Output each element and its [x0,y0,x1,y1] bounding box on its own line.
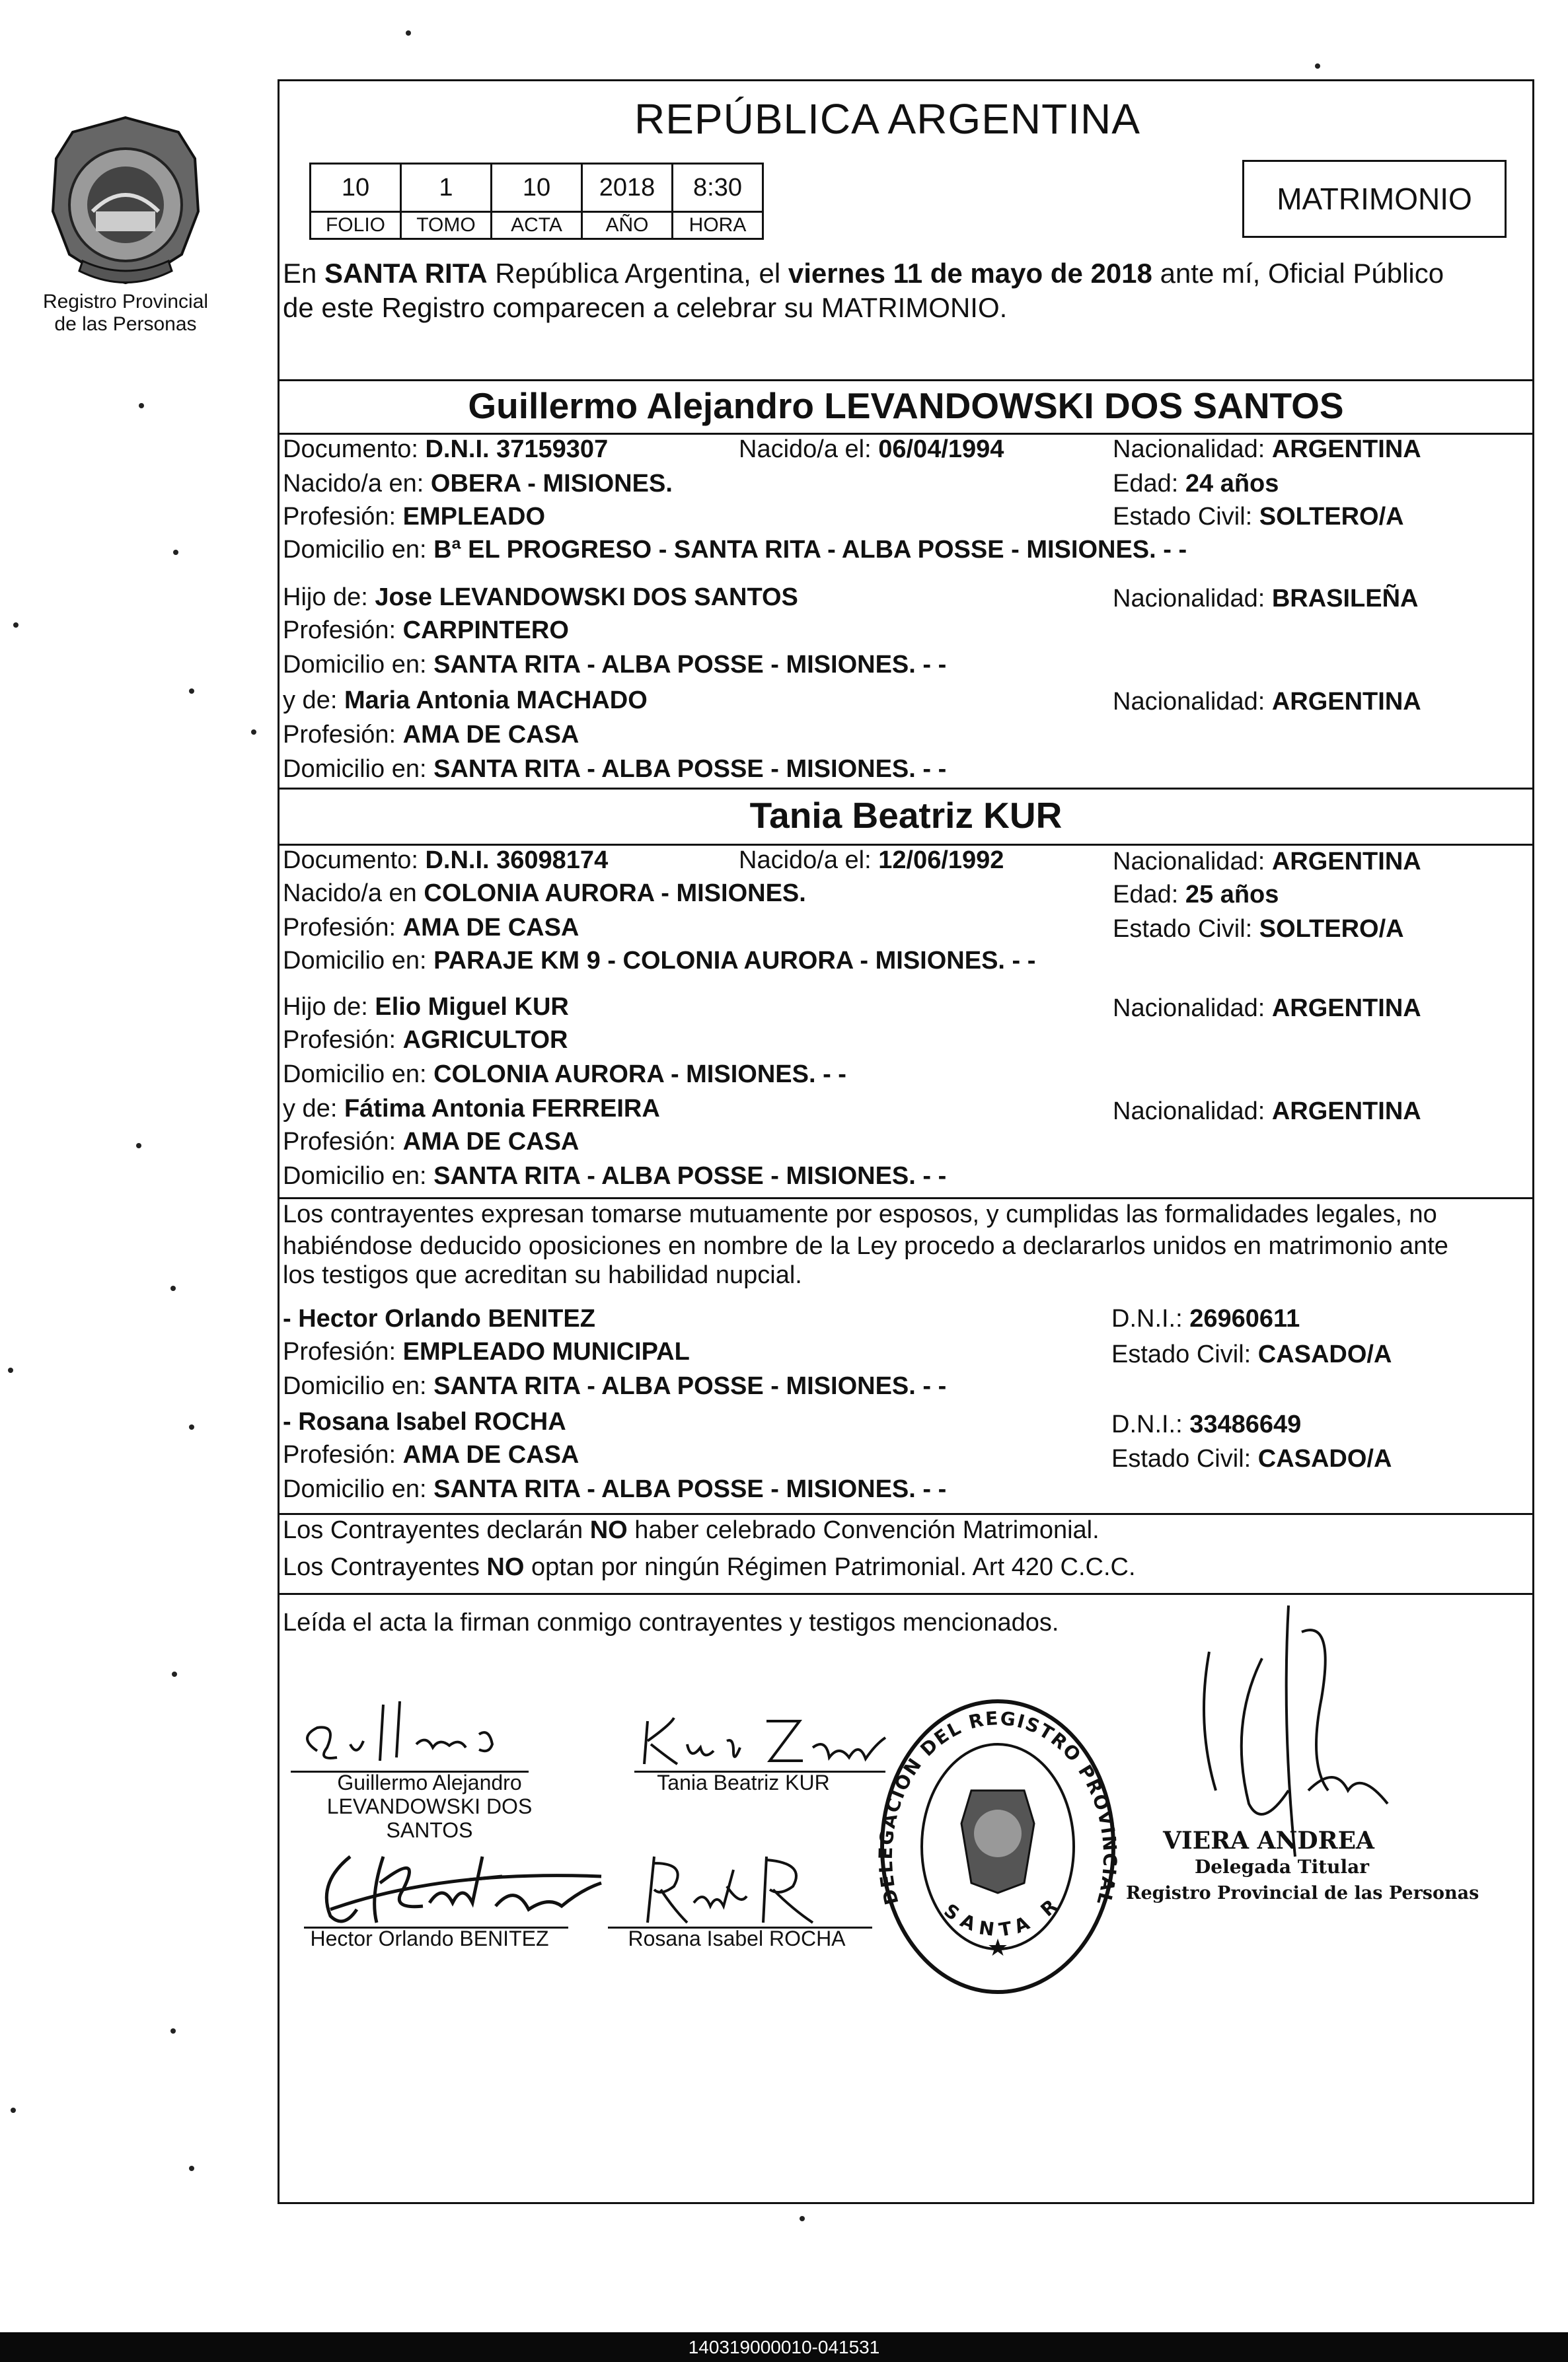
groom-born-in [283,468,673,499]
bride-mother-dom-value: SANTA RITA - ALBA POSSE - MISIONES. - - [433,1162,947,1190]
groom-born-on [739,433,1004,465]
label: Nacionalidad: [1113,688,1272,716]
bride-profession [283,912,579,943]
label: Profesión: [283,616,403,644]
witness1-civil-status [1111,1339,1392,1370]
groom-mother-prof-value: AMA DE CASA [402,721,579,749]
emphasis: NO [589,1516,628,1544]
bride-nationality [1113,846,1421,877]
bride-mother-prof-value: AMA DE CASA [402,1128,579,1156]
label: Domicilio en: [283,947,434,975]
emphasis: NO [486,1553,525,1581]
bride-father-nat-value: ARGENTINA [1271,994,1421,1022]
groom-father-dom-value: SANTA RITA - ALBA POSSE - MISIONES. - - [433,651,947,679]
witness2-dom-value: SANTA RITA - ALBA POSSE - MISIONES. - - [433,1475,947,1503]
bride-age-value: 25 años [1185,881,1279,908]
scan-mark [406,30,411,36]
label: Domicilio en: [283,1060,434,1088]
label: Estado Civil: [1111,1341,1258,1368]
bride-age [1113,879,1279,910]
label: y de: [283,686,344,714]
label: Profesión: [283,1338,403,1366]
handwritten-signature-witness2 [634,1850,833,1929]
label: Nacionalidad: [1113,435,1272,463]
label: Nacido/a en: [283,470,431,498]
witness2-domicile [283,1473,946,1505]
scan-mark [172,1672,177,1677]
witness1-dni-value: 26960611 [1189,1305,1300,1333]
declaration-line2: habiéndose deducido oposiciones en nombre de la Ley procedo a declararlos unidos en matrimonio ante [283,1232,1448,1260]
signature-witness2-label: Rosana Isabel ROCHA [628,1927,846,1950]
officer-registry: Registro Provincial de las Personas [1126,1883,1479,1903]
stamp-inner-text: SANTA R [940,1890,1067,1942]
signature-groom-label3: SANTOS [386,1818,473,1842]
signature-bride-label: Tania Beatriz KUR [657,1771,830,1794]
label: Documento: [283,846,426,874]
footer-code: 140319000010-041531 [688,2337,880,2357]
text: Los Contrayentes declarán [283,1516,590,1544]
scan-mark [139,403,144,408]
bride-full-name: Tania Beatriz KUR [749,795,1063,836]
acta-label: ACTA [492,212,582,239]
signature-witness1-label: Hector Orlando BENITEZ [310,1927,549,1950]
hora-value: 8:30 [673,164,763,212]
bride-prof-value: AMA DE CASA [402,914,579,941]
delegation-stamp [872,1691,1123,2002]
intro-place: SANTA RITA [324,258,488,289]
groom-age-value: 24 años [1185,470,1279,498]
witness2-profession [283,1439,579,1471]
anio-value: 2018 [582,164,673,212]
groom-father-prof-value: CARPINTERO [402,616,569,644]
bride-dni: D.N.I. 36098174 [425,846,609,874]
bride-father-domicile [283,1058,846,1090]
bride-born-on [739,844,1004,876]
scan-mark [189,2166,194,2171]
label: Domicilio en: [283,1162,434,1190]
label: Domicilio en: [283,1372,434,1400]
svg-text:★: ★ [987,1935,1009,1962]
label: Profesión: [283,503,403,531]
label: Domicilio en: [283,755,434,783]
bride-father-name: Elio Miguel KUR [375,993,569,1021]
label: D.N.I.: [1111,1305,1190,1333]
witness2-prof-value: AMA DE CASA [402,1441,579,1469]
groom-father-nat-value: BRASILEÑA [1271,585,1419,612]
label: Nacionalidad: [1113,1097,1272,1125]
groom-dom-value: Bª EL PROGRESO - SANTA RITA - ALBA POSSE - MISIONES. - - [433,536,1187,564]
groom-document [283,433,608,465]
groom-father-name: Jose LEVANDOWSKI DOS SANTOS [375,583,798,611]
label: Profesión: [283,1441,403,1469]
text: haber celebrado Convención Matrimonial. [627,1516,1100,1544]
label: Estado Civil: [1113,915,1259,943]
groom-mother-name: Maria Antonia MACHADO [344,686,648,714]
folio-label: FOLIO [311,212,401,239]
witness1-name: - Hector Orlando BENITEZ [283,1305,595,1333]
label: Nacionalidad: [1113,994,1272,1022]
witness1-profession [283,1336,690,1368]
bride-mother-profession [283,1126,579,1158]
witness2-dni [1111,1409,1301,1440]
bride-father-profession [283,1024,568,1056]
scan-mark [8,1368,13,1373]
scan-mark [189,688,194,694]
groom-father-domicile [283,649,946,681]
bride-civil-value: SOLTERO/A [1259,915,1404,943]
groom-mother-nat-value: ARGENTINA [1271,688,1421,716]
witness2-name: - Rosana Isabel ROCHA [283,1408,566,1436]
folio-value: 10 [311,164,401,212]
groom-mother-dom-value: SANTA RITA - ALBA POSSE - MISIONES. - - [433,755,947,783]
label: Nacionalidad: [1113,585,1272,612]
groom-full-name: Guillermo Alejandro LEVANDOWSKI DOS SANTOS [468,385,1344,426]
label: Profesión: [283,914,403,941]
registry-name-line1: Registro Provincial [42,291,209,313]
label: Hijo de: [283,993,375,1021]
label: Nacionalidad: [1113,848,1272,875]
groom-nationality [1113,433,1421,465]
handwritten-signature-bride [634,1711,899,1771]
groom-birthplace: OBERA - MISIONES. [430,470,673,498]
bride-civil-status [1113,913,1404,945]
tomo-value: 1 [401,164,492,212]
scan-mark [189,1424,194,1430]
label: Domicilio en: [283,651,434,679]
intro-text-a: En [283,258,325,289]
officer-name: VIERA ANDREA [1163,1827,1374,1855]
bride-mother-domicile [283,1160,946,1192]
declaration-line3: los testigos que acreditan su habilidad nupcial. [283,1261,802,1289]
groom-domicile [283,534,1187,566]
bride-mother-name: Fátima Antonia FERREIRA [344,1095,660,1123]
groom-civil-status [1113,501,1404,533]
scan-mark [170,1286,176,1291]
bride-father-nationality [1113,992,1421,1024]
label: Nacido/a en [283,879,424,907]
footer-bar [0,2332,1568,2362]
bride-mother [283,1093,660,1125]
intro-line2: de este Registro comparecen a celebrar su MATRIMONIO. [283,292,1008,323]
text: Los Contrayentes [283,1553,487,1581]
scan-mark [800,2216,805,2221]
signature-groom-label1: Guillermo Alejandro [337,1771,522,1794]
registry-logo [40,112,211,291]
groom-mother [283,684,648,716]
groom-father-nationality [1113,583,1419,614]
bride-mother-nat-value: ARGENTINA [1271,1097,1421,1125]
label: y de: [283,1095,344,1123]
label: Nacido/a el: [739,435,879,463]
bride-birthdate: 12/06/1992 [878,846,1004,874]
scan-mark [13,622,19,628]
groom-father [283,581,798,613]
intro-text-b: República Argentina, el [487,258,788,289]
groom-mother-domicile [283,753,946,785]
groom-mother-nationality [1113,686,1421,718]
bride-nat-value: ARGENTINA [1271,848,1421,875]
groom-civil-value: SOLTERO/A [1259,503,1404,531]
bride-birthplace: COLONIA AURORA - MISIONES. [424,879,806,907]
label: D.N.I.: [1111,1411,1190,1438]
declaration-line1: Los contrayentes expresan tomarse mutuamente por esposos, y cumplidas las formalidades legales, no [283,1200,1437,1228]
intro-date: viernes 11 de mayo de 2018 [788,258,1152,289]
label: Domicilio en: [283,536,434,564]
witness1-dni [1111,1303,1300,1335]
bride-father-dom-value: COLONIA AURORA - MISIONES. - - [433,1060,846,1088]
acta-value: 10 [492,164,582,212]
divider-header [278,379,1534,381]
agreement-regime [283,1551,1136,1583]
bride-born-in [283,877,806,909]
anio-label: AÑO [582,212,673,239]
witness1-dom-value: SANTA RITA - ALBA POSSE - MISIONES. - - [433,1372,947,1400]
intro-text-c: ante mí, Oficial Público [1152,258,1444,289]
label: Domicilio en: [283,1475,434,1503]
label: Edad: [1113,881,1185,908]
label: Hijo de: [283,583,375,611]
label: Estado Civil: [1111,1445,1258,1473]
text: optan por ningún Régimen Patrimonial. Art 420 C.C.C. [524,1553,1136,1581]
witness2-dni-value: 33486649 [1189,1411,1302,1438]
groom-profession [283,501,545,533]
groom-father-profession [283,614,569,646]
label: Documento: [283,435,426,463]
groom-age [1113,468,1279,499]
act-reference-table [309,163,764,240]
witness2-civil-status [1111,1443,1392,1475]
agreement-convention [283,1514,1100,1546]
signature-groom-label2: LEVANDOWSKI DOS [326,1794,533,1818]
scan-mark [11,2108,16,2113]
witness1-domicile [283,1370,946,1402]
stamp-text: DELEGACION DEL REGISTRO PROVINCIAL [874,1707,1121,1909]
label: Profesión: [283,1128,403,1156]
groom-nat-value: ARGENTINA [1271,435,1421,463]
bride-father-prof-value: AGRICULTOR [402,1026,568,1054]
groom-mother-profession [283,719,579,751]
bride-father [283,991,569,1023]
scan-mark [251,729,256,735]
hora-label: HORA [673,212,763,239]
bride-mother-nationality [1113,1095,1421,1127]
bride-dom-value: PARAJE KM 9 - COLONIA AURORA - MISIONES. - - [433,947,1036,975]
scan-mark [1315,63,1320,69]
bride-document [283,844,608,876]
scan-mark [170,2028,176,2034]
scan-mark [136,1143,141,1148]
intro-line1 [283,256,1444,291]
tomo-label: TOMO [401,212,492,239]
groom-prof-value: EMPLEADO [402,503,546,531]
divider-bride-name-top [278,788,1534,790]
officer-title: Delegada Titular [1195,1856,1370,1878]
label: Profesión: [283,721,403,749]
handwritten-signature-groom [291,1698,509,1771]
act-type-box: MATRIMONIO [1242,160,1507,238]
handwritten-signature-witness1 [311,1843,608,1936]
label: Nacido/a el: [739,846,879,874]
label: Estado Civil: [1113,503,1259,531]
witness1-civil-value: CASADO/A [1257,1341,1392,1368]
bride-domicile [283,945,1035,977]
country-title: REPÚBLICA ARGENTINA [634,95,1140,143]
groom-dni: D.N.I. 37159307 [425,435,609,463]
groom-birthdate: 06/04/1994 [878,435,1004,463]
registry-name-line2: de las Personas [54,313,197,335]
witness1-prof-value: EMPLEADO MUNICIPAL [402,1338,690,1366]
witness2-civil-value: CASADO/A [1257,1445,1392,1473]
label: Profesión: [283,1026,403,1054]
closing-statement: Leída el acta la firman conmigo contrayentes y testigos mencionados. [283,1609,1059,1637]
scan-mark [173,550,178,555]
label: Edad: [1113,470,1185,498]
